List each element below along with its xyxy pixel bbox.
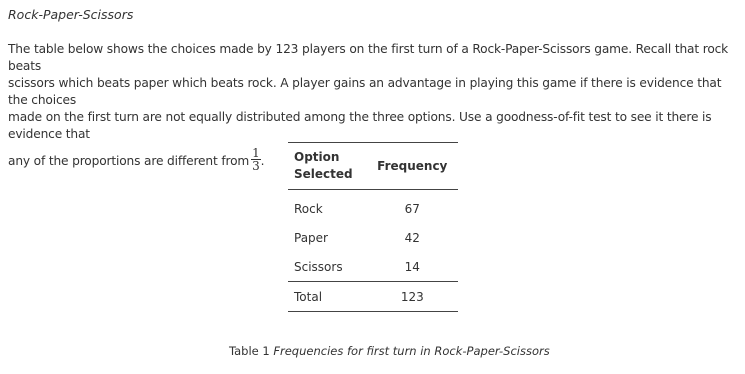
row-frequency: 14 xyxy=(404,259,420,274)
row-frequency: 67 xyxy=(404,201,420,216)
row-option: Rock xyxy=(294,201,323,216)
caption-label: Table 1 xyxy=(229,344,270,358)
row-option: Scissors xyxy=(294,259,343,274)
page-title: Rock-Paper-Scissors xyxy=(8,7,134,22)
header-option-selected xyxy=(288,143,367,190)
total-frequency: 123 xyxy=(400,289,424,304)
table-row xyxy=(288,252,458,282)
frequency-table xyxy=(288,142,458,312)
fraction-one-third xyxy=(251,147,261,172)
header-frequency: Frequency xyxy=(377,158,448,173)
caption-text: Frequencies for first turn in Rock-Paper-Scissors xyxy=(273,344,550,358)
table-row xyxy=(288,223,458,252)
paragraph-line-2: scissors which beats paper which beats rock. A player gains an advantage in playing this game if there is evidence that the choices xyxy=(8,76,722,107)
paragraph-line-3: made on the first turn are not equally distributed among the three options. Use a goodness-of-fit test to see it there is evidence that xyxy=(8,110,712,141)
table-total-row xyxy=(288,282,458,312)
row-option: Paper xyxy=(294,230,328,245)
table-caption xyxy=(229,344,550,358)
header-option-line-1: Option xyxy=(294,150,340,164)
fraction-denominator: 3 xyxy=(252,159,260,173)
row-frequency: 42 xyxy=(404,230,420,245)
fraction-numerator: 1 xyxy=(252,146,260,160)
header-option-line-2: Selected xyxy=(294,167,353,181)
paragraph-line-1: The table below shows the choices made by 123 players on the first turn of a Rock-Paper-Scissors game. Recall that rock beats xyxy=(8,42,729,73)
paragraph-period: . xyxy=(260,154,265,168)
table-header-row xyxy=(288,143,458,190)
paragraph-line-4: any of the proportions are different from xyxy=(8,154,250,168)
total-label: Total xyxy=(294,289,323,304)
table-row xyxy=(288,190,458,224)
paragraph-line-4-wrap xyxy=(8,146,265,174)
